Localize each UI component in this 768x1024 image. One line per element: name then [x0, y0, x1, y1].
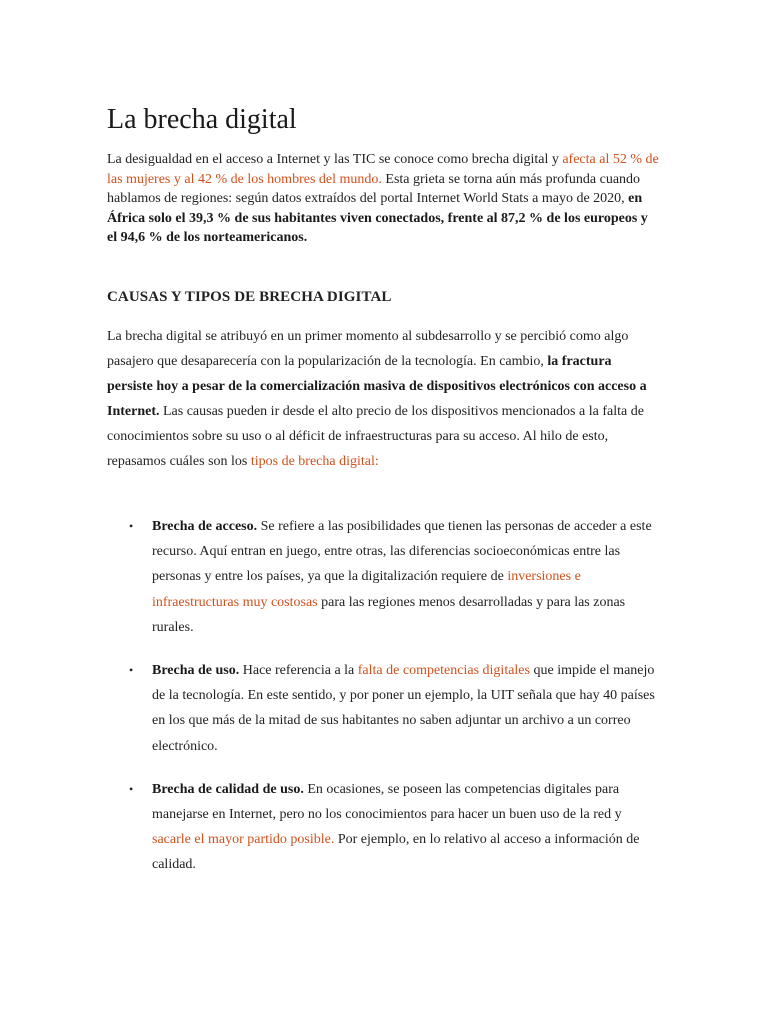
list-item-text-1: Se refiere a las posibilidades que tienen las personas de acceder a este recurso. Aquí entran en juego, entre otras, las diferencias socioeconómicas entre las personas y entre los países, ya que la digitalización requiere de	[152, 519, 652, 585]
bullet-icon: •	[129, 781, 134, 796]
list-item-access-gap	[107, 514, 659, 640]
causes-bold: la fractura persiste hoy a pesar de la comercialización masiva de dispositivos electrónicos con acceso a Internet.	[107, 354, 647, 419]
intro-text-2: Esta grieta se torna aún más profunda cuando hablamos de regiones: según datos extraídos del portal Internet World Stats a mayo de 2020,	[107, 171, 641, 206]
list-item-text-2: para las regiones menos desarrolladas y para las zonas rurales.	[152, 594, 626, 635]
list-item-term: Brecha de uso.	[152, 663, 240, 679]
list-item-text-2: que impide el manejo de la tecnología. En este sentido, y por poner un ejemplo, la UIT señala que hay 40 países en los que más de la mitad de sus habitantes no saben adjuntar un archivo a un correo electrónico.	[152, 663, 655, 754]
intro-paragraph	[107, 150, 659, 248]
intro-link-statistics[interactable]: afecta al 52 % de las mujeres y al 42 % de los hombres del mundo.	[107, 152, 659, 187]
list-item-quality-gap	[107, 777, 659, 878]
bullet-icon: •	[129, 663, 134, 678]
list-item-term: Brecha de calidad de uso.	[152, 781, 304, 797]
list-item-text-1: En ocasiones, se poseen las competencias digitales para manejarse en Internet, pero no los conocimientos para hacer un buen uso de la red y	[152, 781, 622, 823]
page-title: La brecha digital	[107, 104, 297, 135]
intro-bold-statistics: en África solo el 39,3 % de sus habitantes viven conectados, frente al 87,2 % de los europeos y el 94,6 % de los norteamericanos.	[107, 191, 648, 245]
causes-text-2: Las causas pueden ir desde el alto precio de los dispositivos mencionados a la falta de conocimientos sobre su uso o al déficit de infraestructuras para su acceso. Al hilo de esto, repasamos cuáles son los	[107, 404, 644, 469]
types-list	[107, 514, 659, 896]
list-item-text-1: Hace referencia a la	[239, 663, 358, 679]
list-item-term: Brecha de acceso.	[152, 519, 258, 534]
section-heading-causes: CAUSAS Y TIPOS DE BRECHA DIGITAL	[107, 289, 392, 305]
list-item-link[interactable]: inversiones e infraestructuras muy costosas	[152, 569, 581, 610]
list-item-usage-gap	[107, 658, 659, 759]
causes-link-types[interactable]: tipos de brecha digital:	[250, 454, 379, 469]
bullet-icon: •	[129, 519, 134, 533]
list-item-text-2: Por ejemplo, en lo relativo al acceso a información de calidad.	[152, 832, 640, 873]
intro-text-1: La desigualdad en el acceso a Internet y las TIC se conoce como brecha digital y	[107, 152, 563, 167]
causes-paragraph	[107, 324, 647, 474]
list-item-link[interactable]: sacarle el mayor partido posible.	[152, 832, 335, 848]
causes-text-1: La brecha digital se atribuyó en un primer momento al subdesarrollo y se percibió como algo pasajero que desaparecería con la popularización de la tecnología. En cambio,	[107, 329, 629, 369]
list-item-link[interactable]: falta de competencias digitales	[357, 663, 530, 679]
